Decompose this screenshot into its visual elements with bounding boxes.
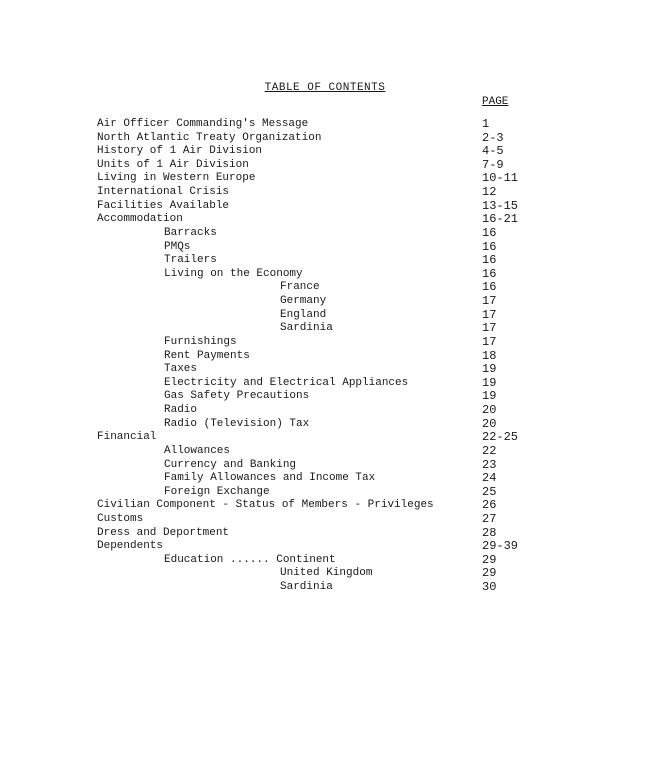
toc-entry-label: Radio (Television) Tax (164, 418, 312, 432)
toc-entry-page: 25 (482, 484, 497, 499)
toc-entry (97, 499, 466, 513)
toc-entry-page: 22 (482, 443, 497, 458)
toc-entry-label: France (280, 281, 323, 295)
toc-entry (164, 445, 466, 459)
toc-entry-page: 12 (482, 185, 497, 200)
toc-entry-page: 10-11 (482, 171, 519, 186)
toc-entry-page: 27 (482, 511, 497, 526)
toc-entry-label: Allowances (164, 445, 233, 459)
toc-entry-label: England (280, 309, 329, 323)
page-title: TABLE OF CONTENTS (264, 82, 386, 94)
toc-entry (280, 581, 466, 595)
toc-entry (97, 431, 466, 445)
toc-entry-label: Germany (280, 295, 329, 309)
toc-entry-label: PMQs (164, 241, 193, 255)
toc-entry (280, 295, 466, 309)
toc-entry-page: 18 (482, 348, 497, 363)
toc-entry-page: 30 (482, 580, 497, 595)
toc-entry-page: 16 (482, 239, 497, 254)
page-column-header: PAGE (482, 96, 509, 108)
toc-entry-label: Units of 1 Air Division (97, 159, 252, 173)
toc-entry (164, 254, 466, 268)
toc-entry-label: Trailers (164, 254, 220, 268)
toc-entry-label: Dependents (97, 540, 166, 554)
toc-entry-label: Foreign Exchange (164, 486, 273, 500)
toc-entry-page: 17 (482, 307, 497, 322)
toc-entry-page: 1 (482, 117, 490, 131)
toc-entry-label: Dress and Deportment (97, 527, 232, 541)
toc-entry (97, 132, 466, 146)
toc-entry (97, 118, 466, 132)
toc-entry-label: International Crisis (97, 186, 232, 200)
toc-entry (97, 513, 466, 527)
toc-entry-label: Living on the Economy (164, 268, 306, 282)
toc-entry (164, 336, 466, 350)
toc-entry-label: Barracks (164, 227, 220, 241)
toc-entry (97, 200, 466, 214)
toc-entry-label: Sardinia (280, 581, 336, 595)
toc-entry-label: Living in Western Europe (97, 172, 258, 186)
toc-entry (280, 309, 466, 323)
toc-entry-label: Financial (97, 431, 159, 445)
toc-entry-label: Education ...... Continent (164, 554, 339, 568)
toc-entry-label: Accommodation (97, 213, 186, 227)
toc-entry-label: Rent Payments (164, 350, 253, 364)
toc-entry-page: 16-21 (482, 212, 519, 227)
toc-entry-label: Sardinia (280, 322, 336, 336)
toc-entry (164, 459, 466, 473)
toc-entry-label: History of 1 Air Division (97, 145, 265, 159)
toc-entry (164, 486, 466, 500)
toc-entry (164, 390, 466, 404)
toc-entry (164, 350, 466, 364)
toc-entry-page: 4-5 (482, 144, 504, 159)
toc-entry-page: 22-25 (482, 430, 519, 445)
toc-entry (164, 418, 466, 432)
toc-entry-page: 29 (482, 552, 497, 567)
toc-entry-label: Customs (97, 513, 146, 527)
toc-entry-label: North Atlantic Treaty Organization (97, 132, 324, 146)
toc-entry-label: Family Allowances and Income Tax (164, 472, 378, 486)
toc-entry-page: 23 (482, 457, 497, 472)
toc-entry (164, 404, 466, 418)
toc-entry-label: Currency and Banking (164, 459, 299, 473)
toc-entry-page: 19 (482, 375, 497, 390)
toc-entry-page: 29-39 (482, 539, 519, 554)
toc-entry (164, 268, 466, 282)
toc-entry-page: 17 (482, 294, 497, 309)
toc-entry-page: 20 (482, 403, 497, 418)
toc-entry-label: Radio (164, 404, 200, 418)
toc-entry-page: 7-9 (482, 157, 504, 172)
toc-entry-page: 2-3 (482, 130, 504, 145)
toc-entry (164, 472, 466, 486)
toc-entry-page: 16 (482, 253, 497, 268)
toc-entry-page: 26 (482, 498, 497, 513)
toc-entry-page: 24 (482, 471, 497, 486)
toc-entry (97, 159, 466, 173)
toc-entry (97, 540, 466, 554)
toc-entry-page: 20 (482, 416, 497, 431)
toc-entry-label: United Kingdom (280, 567, 375, 581)
toc-entry-label: Facilities Available (97, 200, 232, 214)
toc-entry (164, 241, 466, 255)
toc-entry (164, 227, 466, 241)
toc-entry-label: Furnishings (164, 336, 240, 350)
toc-entry-page: 28 (482, 525, 497, 540)
toc-entry (280, 281, 466, 295)
toc-entry-label: Electricity and Electrical Appliances (164, 377, 411, 391)
toc-entry (280, 322, 466, 336)
toc-entry (97, 145, 466, 159)
toc-entry (97, 186, 466, 200)
toc-entry-page: 19 (482, 389, 497, 404)
toc-entry (280, 567, 466, 581)
toc-entry-page: 16 (482, 225, 497, 240)
toc-entry-label: Gas Safety Precautions (164, 390, 312, 404)
toc-entry (97, 527, 466, 541)
toc-entry (164, 554, 466, 568)
toc-entry-page: 29 (482, 566, 497, 581)
toc-entry-page: 17 (482, 334, 497, 349)
toc-entry (97, 213, 466, 227)
toc-entry (164, 377, 466, 391)
toc-entry (164, 363, 466, 377)
toc-entry-page: 19 (482, 362, 497, 377)
toc-entry-page: 17 (482, 321, 497, 336)
toc-entry-page: 16 (482, 280, 497, 295)
toc-entry (97, 172, 466, 186)
toc-entry-label: Civilian Component - Status of Members - Privileges (97, 499, 437, 513)
toc-entry-label: Air Officer Commanding's Message (97, 118, 311, 132)
toc-entry-page: 13-15 (482, 198, 519, 213)
toc-entry-page: 16 (482, 266, 497, 281)
toc-entry-label: Taxes (164, 363, 200, 377)
